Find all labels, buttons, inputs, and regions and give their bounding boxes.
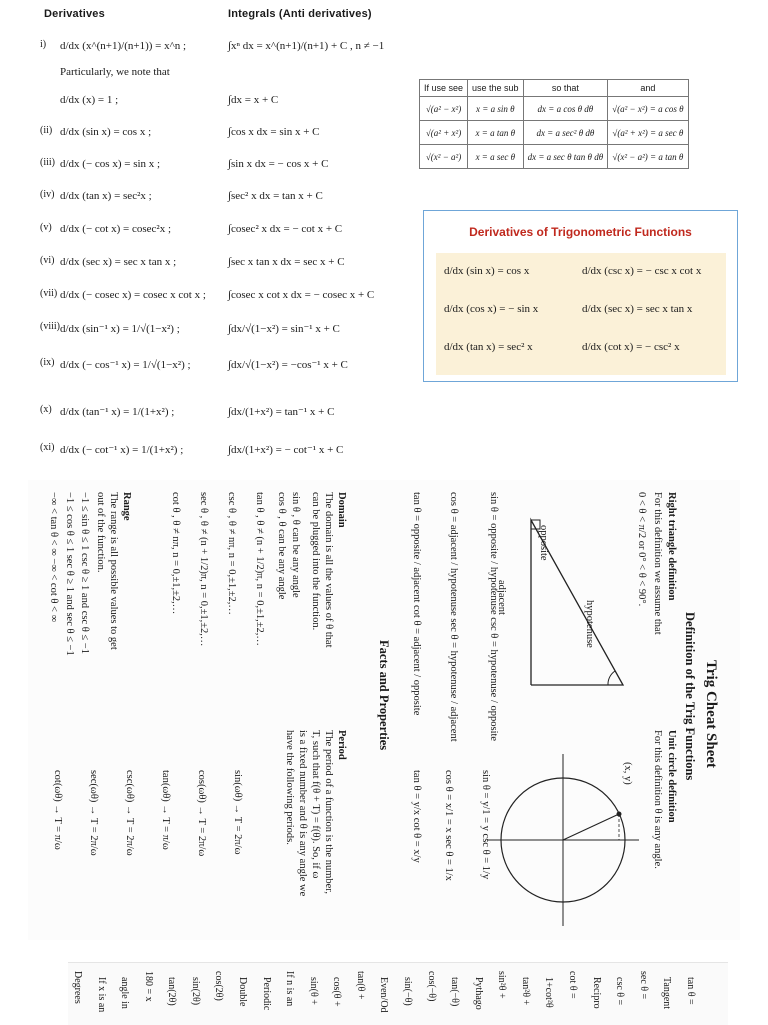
label-opposite: opposite bbox=[538, 525, 549, 561]
table-row bbox=[420, 121, 689, 145]
tri-def-sin: sin θ = opposite / hypotenuse csc θ = hypotenuse / opposite bbox=[488, 492, 499, 742]
trig-derivatives-box bbox=[423, 210, 738, 382]
integral-formula: ∫cosec x cot x dx = − cosec x + C bbox=[228, 289, 375, 301]
period-heading: Period bbox=[336, 730, 347, 760]
table-cell: √(a² + x²) bbox=[420, 121, 468, 145]
point-marker bbox=[617, 812, 622, 817]
strip-line: tan(−θ) bbox=[449, 977, 461, 1007]
right-triangle-assume: For this definition we assume that bbox=[652, 492, 663, 635]
table-cell: √(a² + x²) = a sec θ bbox=[608, 121, 688, 145]
substitution-table bbox=[419, 79, 689, 169]
strip-line: sin(−θ) bbox=[402, 977, 413, 1006]
table-row bbox=[420, 145, 689, 169]
strip-line: csc θ = bbox=[614, 977, 626, 1006]
cheat-subtitle: Definition of the Trig Functions bbox=[683, 612, 697, 781]
col-header: and bbox=[608, 80, 688, 97]
domain-item: cos θ , θ can be any angle bbox=[276, 492, 287, 600]
integral-formula: ∫sec x tan x dx = sec x + C bbox=[228, 256, 345, 268]
strip-line: Pythago bbox=[472, 977, 484, 1010]
domain-item: csc θ , θ ≠ nπ, n = 0,±1,±2,… bbox=[226, 492, 237, 615]
integral-formula: ∫sin x dx = − cos x + C bbox=[228, 158, 329, 170]
formula-number: (viii) bbox=[40, 321, 60, 332]
label-point-xy: (x, y) bbox=[622, 762, 633, 785]
trig-formula: d/dx (cos x) = − sin x bbox=[444, 303, 539, 315]
table-cell: √(a² − x²) bbox=[420, 97, 468, 121]
domain-item: sin θ , θ can be any angle bbox=[290, 492, 301, 598]
integral-formula: ∫dx/(1+x²) = − cot⁻¹ x + C bbox=[228, 443, 344, 456]
formula-number: (iii) bbox=[40, 157, 55, 168]
derivative-formula: d/dx (x) = 1 ; bbox=[60, 94, 119, 106]
cheat-sheet-page-2-strip bbox=[68, 962, 728, 1025]
strip-line: Degrees bbox=[72, 971, 83, 1004]
integral-formula: ∫dx/(1+x²) = tan⁻¹ x + C bbox=[228, 405, 335, 418]
trig-formula: d/dx (tan x) = sec² x bbox=[444, 341, 533, 353]
right-triangle-heading: Right triangle definition bbox=[666, 492, 677, 601]
table-cell: x = a sin θ bbox=[468, 97, 524, 121]
label-hypotenuse: hypotenuse bbox=[584, 600, 595, 648]
col-header: If use see bbox=[420, 80, 468, 97]
period-item: tan(ωθ) → T = π/ω bbox=[160, 770, 171, 850]
derivative-formula: d/dx (− cot x) = cosec²x ; bbox=[60, 223, 172, 235]
formula-number: (ii) bbox=[40, 125, 53, 136]
domain-item: cot θ , θ ≠ nπ, n = 0,±1,±2,… bbox=[170, 492, 181, 615]
col-header: use the sub bbox=[468, 80, 524, 97]
trig-box-title: Derivatives of Trigonometric Functions bbox=[469, 225, 692, 239]
strip-line: If n is an bbox=[284, 971, 296, 1007]
period-text-2: T, such that f(θ + T) = f(θ). So, if ω bbox=[310, 730, 321, 879]
table-cell: dx = a sec θ tan θ dθ bbox=[523, 145, 608, 169]
strip-line: sin(2θ) bbox=[189, 977, 201, 1006]
strip-line: cos(2θ) bbox=[213, 971, 225, 1001]
domain-text-2: can be plugged into the function. bbox=[310, 492, 321, 631]
trig-cheat-sheet bbox=[28, 480, 740, 940]
unit-def-tan: tan θ = y/x cot θ = x/y bbox=[411, 770, 422, 863]
unit-circle-diagram bbox=[483, 750, 643, 930]
unit-circle-assume: For this definition θ is any angle. bbox=[652, 730, 663, 869]
derivative-formula: d/dx (sin x) = cos x ; bbox=[60, 126, 152, 138]
strip-line: Double bbox=[237, 977, 248, 1007]
strip-line: cos(θ + bbox=[331, 977, 343, 1007]
facts-heading: Facts and Properties bbox=[377, 640, 391, 751]
strip-line: sin²θ + bbox=[496, 971, 508, 999]
derivative-formula: d/dx (tan x) = sec²x ; bbox=[60, 190, 152, 202]
formula-row bbox=[0, 395, 768, 427]
derivatives-header: Derivatives bbox=[44, 8, 105, 20]
period-item: sec(ωθ) → T = 2π/ω bbox=[88, 770, 99, 856]
period-item: cos(ωθ) → T = 2π/ω bbox=[196, 770, 207, 857]
strip-line: cot θ = bbox=[567, 971, 578, 999]
domain-heading: Domain bbox=[336, 492, 347, 528]
integral-formula: ∫xⁿ dx = x^(n+1)/(n+1) + C , n ≠ −1 bbox=[228, 40, 385, 52]
strip-line: sec θ = bbox=[637, 971, 649, 1000]
strip-line: Recipro bbox=[590, 977, 602, 1009]
strip-line: tan(2θ) bbox=[166, 977, 178, 1006]
integral-formula: ∫cos x dx = sin x + C bbox=[228, 126, 320, 138]
range-item: −1 ≤ cos θ ≤ 1 sec θ ≥ 1 and sec θ ≤ −1 bbox=[64, 492, 75, 656]
trig-formula: d/dx (cot x) = − csc² x bbox=[582, 341, 680, 353]
particularly-note: Particularly, we note that bbox=[60, 66, 170, 78]
formula-number: (xi) bbox=[40, 442, 55, 453]
strip-line: If x is an bbox=[95, 977, 107, 1013]
formula-number: i) bbox=[40, 39, 47, 50]
right-triangle-range: 0 < θ < π/2 or 0° < θ < 90°. bbox=[636, 492, 647, 607]
formula-number: (vi) bbox=[40, 255, 55, 266]
formula-number: (vii) bbox=[40, 288, 58, 299]
strip-line: tan(θ + bbox=[354, 971, 366, 1000]
radius-line bbox=[563, 814, 619, 840]
formula-row bbox=[0, 180, 768, 212]
strip-line: 180 = x bbox=[142, 971, 154, 1002]
trig-formula: d/dx (csc x) = − csc x cot x bbox=[582, 265, 702, 277]
range-heading: Range bbox=[121, 492, 132, 521]
domain-text-1: The domain is all the values of θ that bbox=[323, 492, 334, 648]
table-cell: x = a sec θ bbox=[468, 145, 524, 169]
strip-line: tan θ = bbox=[684, 977, 696, 1005]
integral-formula: ∫dx = x + C bbox=[228, 94, 279, 106]
formula-row bbox=[0, 30, 768, 62]
period-text-4: have the following periods. bbox=[284, 730, 295, 845]
cheat-title: Trig Cheat Sheet bbox=[703, 660, 719, 769]
table-cell: x = a tan θ bbox=[468, 121, 524, 145]
strip-line: Even/Od bbox=[378, 977, 390, 1013]
formula-number: (iv) bbox=[40, 189, 55, 200]
integral-formula: ∫dx/√(1−x²) = sin⁻¹ x + C bbox=[228, 322, 340, 335]
period-item: csc(ωθ) → T = 2π/ω bbox=[124, 770, 135, 856]
strip-line: Periodic bbox=[260, 977, 272, 1011]
integrals-header: Integrals (Anti derivatives) bbox=[228, 8, 372, 20]
integral-formula: ∫dx/√(1−x²) = −cos⁻¹ x + C bbox=[228, 358, 348, 371]
table-row bbox=[420, 97, 689, 121]
formula-number: (ix) bbox=[40, 357, 55, 368]
strip-line: 1+cot²θ bbox=[543, 977, 555, 1008]
derivative-formula: d/dx (− cosec x) = cosec x cot x ; bbox=[60, 289, 206, 301]
strip-line: angle in bbox=[119, 977, 131, 1009]
trig-box-panel bbox=[436, 253, 726, 375]
period-item: cot(ωθ) → T = π/ω bbox=[52, 770, 63, 850]
unit-def-sin: sin θ = y/1 = y csc θ = 1/y bbox=[480, 770, 491, 880]
derivative-formula: d/dx (x^(n+1)/(n+1)) = x^n ; bbox=[60, 40, 187, 52]
period-text-3: is a fixed number and θ is any angle we bbox=[297, 730, 308, 897]
domain-item: tan θ , θ ≠ (n + 1/2)π, n = 0,±1,±2,… bbox=[254, 492, 265, 646]
table-cell: √(x² − a²) bbox=[420, 145, 468, 169]
derivative-formula: d/dx (tan⁻¹ x) = 1/(1+x²) ; bbox=[60, 405, 175, 418]
tri-def-tan: tan θ = opposite / adjacent cot θ = adjacent / opposite bbox=[411, 492, 422, 716]
domain-item: sec θ , θ ≠ (n + 1/2)π, n = 0,±1,±2,… bbox=[198, 492, 209, 647]
strip-line: Tangent bbox=[661, 977, 673, 1010]
period-item: sin(ωθ) → T = 2π/ω bbox=[232, 770, 243, 855]
formula-number: (v) bbox=[40, 222, 52, 233]
derivative-formula: d/dx (sin⁻¹ x) = 1/√(1−x²) ; bbox=[60, 322, 180, 335]
strip-line: cos(−θ) bbox=[425, 971, 437, 1002]
integral-formula: ∫sec² x dx = tan x + C bbox=[228, 190, 323, 202]
unit-circle-heading: Unit circle definition bbox=[666, 730, 677, 823]
col-header: so that bbox=[523, 80, 608, 97]
table-cell: dx = a cos θ dθ bbox=[523, 97, 608, 121]
theta-arc bbox=[608, 671, 615, 685]
integral-formula: ∫cosec² x dx = − cot x + C bbox=[228, 223, 343, 235]
range-text-2: out of the function. bbox=[95, 492, 106, 573]
table-header-row bbox=[420, 80, 689, 97]
derivative-formula: d/dx (− cos⁻¹ x) = 1/√(1−x²) ; bbox=[60, 358, 191, 371]
period-text-1: The period of a function is the number, bbox=[323, 730, 334, 895]
formula-row bbox=[0, 433, 768, 465]
unit-def-cos: cos θ = x/1 = x sec θ = 1/x bbox=[443, 770, 454, 881]
table-cell: dx = a sec² θ dθ bbox=[523, 121, 608, 145]
formula-number: (x) bbox=[40, 404, 52, 415]
derivative-formula: d/dx (− cot⁻¹ x) = 1/(1+x²) ; bbox=[60, 443, 184, 456]
table-cell: √(x² − a²) = a tan θ bbox=[608, 145, 688, 169]
range-text-1: The range is all possible values to get bbox=[108, 492, 119, 650]
strip-line: tan²θ + bbox=[519, 977, 531, 1006]
derivative-formula: d/dx (− cos x) = sin x ; bbox=[60, 158, 161, 170]
trig-formula: d/dx (sec x) = sec x tan x bbox=[582, 303, 693, 315]
strip-line: sin(θ + bbox=[307, 977, 319, 1005]
derivative-formula: d/dx (sec x) = sec x tan x ; bbox=[60, 256, 177, 268]
table-cell: √(a² − x²) = a cos θ bbox=[608, 97, 688, 121]
trig-formula: d/dx (sin x) = cos x bbox=[444, 265, 530, 277]
label-adjacent: adjacent bbox=[496, 580, 507, 615]
tri-def-cos: cos θ = adjacent / hypotenuse sec θ = hypotenuse / adjacent bbox=[448, 492, 459, 742]
range-item: −∞ < tan θ < ∞ −∞ < cot θ < ∞ bbox=[48, 492, 59, 623]
range-item: −1 ≤ sin θ ≤ 1 csc θ ≥ 1 and csc θ ≤ −1 bbox=[79, 492, 90, 654]
